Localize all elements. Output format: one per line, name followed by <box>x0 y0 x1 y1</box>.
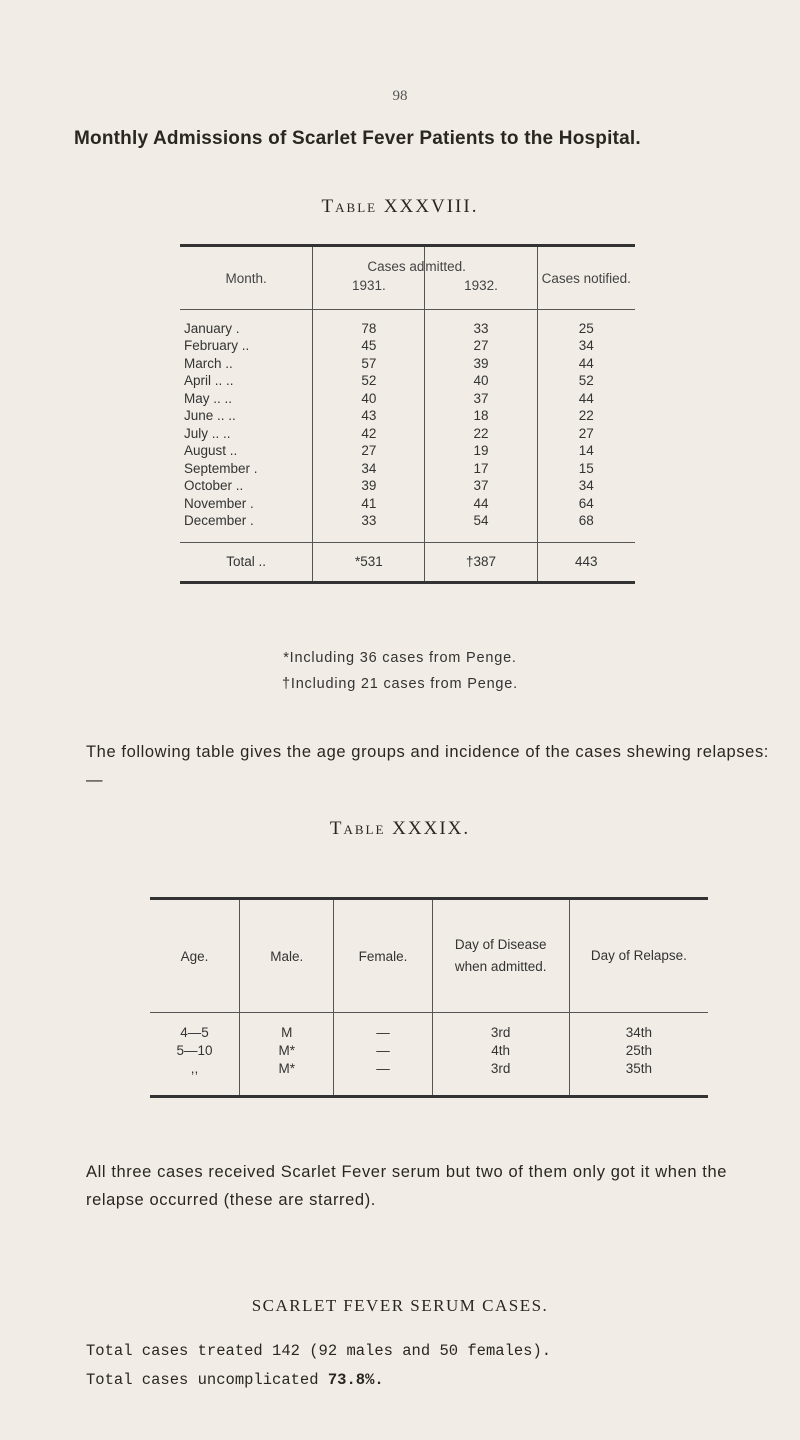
age-header: Age. <box>180 948 209 964</box>
month-cell: January . <box>184 320 240 336</box>
month-cell: August .. <box>184 443 238 459</box>
male-cell: M* <box>240 1059 334 1077</box>
day-relapse-cell: 25th <box>569 1041 708 1059</box>
year-1931-header: 1931. <box>313 276 425 310</box>
cell-1932: 19 <box>425 442 537 460</box>
page-number: 98 <box>392 88 408 104</box>
cell-1932: 37 <box>425 477 537 495</box>
cell-1932: 37 <box>425 390 537 408</box>
month-cell: September . <box>184 460 258 476</box>
cell-1932: 18 <box>425 407 537 425</box>
intro-paragraph: The following table gives the age groups and incidence of the cases shewing relapses:— <box>86 743 769 789</box>
total-row <box>180 542 635 582</box>
total-uncomplicated-line <box>86 1371 384 1389</box>
cell-1931: 39 <box>313 477 425 495</box>
cell-1932: 17 <box>425 460 537 478</box>
male-header: Male. <box>240 899 334 1013</box>
female-cell: — <box>334 1023 432 1041</box>
footnote-1931: *Including 36 cases from Penge. <box>283 650 517 666</box>
month-cell: July .. .. <box>184 425 231 441</box>
cell-1932: 22 <box>425 425 537 443</box>
table-xxxix-title: Table XXXIX. <box>329 818 471 839</box>
day-admitted-cell: 4th <box>432 1041 569 1059</box>
month-cell: June .. .. <box>184 408 236 424</box>
cell-notified: 52 <box>537 372 635 390</box>
cell-1932: 27 <box>425 337 537 355</box>
age-cell: ,, <box>190 1060 199 1076</box>
table-row <box>180 460 635 478</box>
uncomplicated-value: 73.8%. <box>327 1371 384 1389</box>
cell-1931: 42 <box>313 425 425 443</box>
table-xxxviii-title: Table XXXVIII. <box>321 196 479 217</box>
table-row <box>180 407 635 425</box>
footnote-1932: †Including 21 cases from Penge. <box>282 676 518 692</box>
year-1932-header: 1932. <box>425 276 537 310</box>
cell-1931: 57 <box>313 355 425 373</box>
cell-notified: 68 <box>537 512 635 530</box>
admitted-header-right: mitted. <box>425 246 537 276</box>
cell-1931: 78 <box>313 320 425 338</box>
cell-1931: 34 <box>313 460 425 478</box>
female-cell: — <box>334 1059 432 1077</box>
table-row <box>180 442 635 460</box>
relapse-table <box>150 897 708 1098</box>
serum-cases-heading: SCARLET FEVER SERUM CASES. <box>251 1296 549 1315</box>
month-rows <box>180 310 635 583</box>
cell-1932: 54 <box>425 512 537 530</box>
page-heading: Monthly Admissions of Scarlet Fever Patients to the Hospital. <box>74 128 641 149</box>
day-admitted-cell: 3rd <box>432 1023 569 1041</box>
male-cell: M* <box>240 1041 334 1059</box>
day-relapse-cell: 35th <box>569 1059 708 1077</box>
month-header: Month. <box>225 270 267 286</box>
cell-notified: 25 <box>537 320 635 338</box>
cell-notified: 64 <box>537 495 635 513</box>
day-relapse-header: Day of Relapse. <box>569 899 708 1013</box>
table-row <box>180 477 635 495</box>
serum-note: All three cases received Scarlet Fever serum but two of them only got it when the relapse occurred (these are starred). <box>86 1163 728 1209</box>
day-admitted-cell: 3rd <box>432 1059 569 1077</box>
month-cell: December . <box>184 513 254 529</box>
table-row <box>180 425 635 443</box>
month-cell: October .. <box>184 478 244 494</box>
cell-notified: 44 <box>537 355 635 373</box>
day-relapse-cell: 34th <box>569 1023 708 1041</box>
cell-1932: 39 <box>425 355 537 373</box>
total-1931: *531 <box>313 542 425 582</box>
cell-1931: 33 <box>313 512 425 530</box>
month-cell: February .. <box>184 338 250 354</box>
table-row <box>180 372 635 390</box>
table-row <box>180 390 635 408</box>
table-row <box>180 320 635 338</box>
cell-1931: 40 <box>313 390 425 408</box>
cell-1932: 33 <box>425 320 537 338</box>
month-cell: April .. .. <box>184 373 234 389</box>
cell-1931: 27 <box>313 442 425 460</box>
month-cell: May .. .. <box>184 390 233 406</box>
table-row <box>150 1023 708 1041</box>
cell-notified: 34 <box>537 477 635 495</box>
total-label: Total .. <box>180 542 313 582</box>
total-treated-line: Total cases treated 142 (92 males and 50 females). <box>86 1342 552 1360</box>
total-notified: 443 <box>537 542 635 582</box>
table-row <box>150 1059 708 1077</box>
notified-header: Cases notified. <box>537 246 635 310</box>
month-cell: March .. <box>184 355 233 371</box>
cell-1931: 52 <box>313 372 425 390</box>
table-row <box>180 337 635 355</box>
cell-notified: 27 <box>537 425 635 443</box>
day-admitted-header: Day of Disease when admitted. <box>432 899 569 1013</box>
cell-notified: 15 <box>537 460 635 478</box>
cell-notified: 14 <box>537 442 635 460</box>
female-cell: — <box>334 1041 432 1059</box>
female-header: Female. <box>334 899 432 1013</box>
age-cell: 4—5 <box>180 1024 209 1040</box>
age-cell: 5—10 <box>176 1042 213 1058</box>
cell-1931: 45 <box>313 337 425 355</box>
cell-1932: 40 <box>425 372 537 390</box>
cell-1931: 43 <box>313 407 425 425</box>
cell-notified: 22 <box>537 407 635 425</box>
admitted-header-left: Cases ad <box>313 246 425 276</box>
admissions-table <box>180 244 635 584</box>
uncomplicated-label: Total cases uncomplicated <box>86 1371 319 1389</box>
month-cell: November . <box>184 495 254 511</box>
cell-notified: 34 <box>537 337 635 355</box>
cell-1931: 41 <box>313 495 425 513</box>
table-row <box>180 355 635 373</box>
cell-1932: 44 <box>425 495 537 513</box>
table-row <box>150 1041 708 1059</box>
table-row <box>180 512 635 530</box>
table-row <box>180 495 635 513</box>
cell-notified: 44 <box>537 390 635 408</box>
male-cell: M <box>240 1023 334 1041</box>
total-1932: †387 <box>425 542 537 582</box>
